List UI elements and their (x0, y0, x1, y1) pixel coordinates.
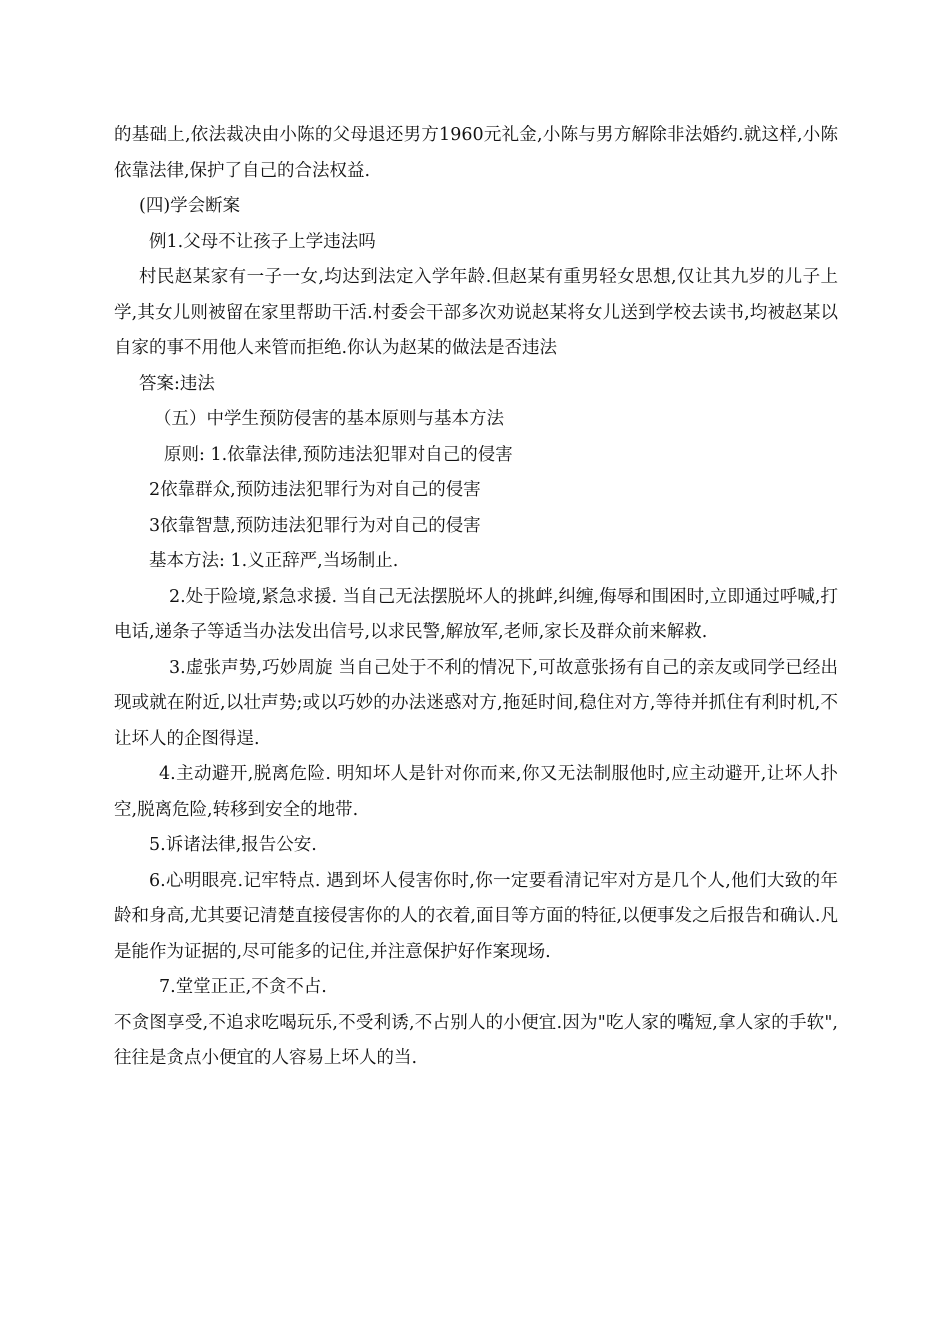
section-heading-4: (四)学会断案 (139, 196, 241, 216)
method-7: 7.堂堂正正,不贪不占. (159, 977, 327, 997)
principle-2: 2依靠群众,预防违法犯罪行为对自己的侵害 (149, 480, 481, 500)
section-heading-5: （五）中学生预防侵害的基本原则与基本方法 (154, 409, 504, 429)
principle-3: 3依靠智慧,预防违法犯罪行为对自己的侵害 (149, 515, 481, 536)
method-7-body: 不贪图享受,不追求吃喝玩乐,不受利诱,不占别人的小便宜.因为"吃人家的嘴短,拿人家的手软",往往是贪点小便宜的人容易上坏人的当. (114, 1012, 838, 1068)
method-1: 基本方法: 1.义正辞严,当场制止. (149, 551, 399, 571)
example-body: 村民赵某家有一子一女,均达到法定入学年龄.但赵某有重男轻女思想,仅让其九岁的儿子上学,其女儿则被留在家里帮助干活.村委会干部多次劝说赵某将女儿送到学校去读书,均被赵某以自家的事不用他人来管而拒绝.你认为赵某的做法是否违法 (114, 267, 838, 358)
method-6: 6.心明眼亮.记牢特点. 遇到坏人侵害你时,你一定要看清记牢对方是几个人,他们大致的年龄和身高,尤其要记清楚直接侵害你的人的衣着,面目等方面的特征,以便事发之后报告和确认.凡是能作为证据的,尽可能多的记住,并注意保护好作案现场. (114, 870, 838, 962)
method-5: 5.诉诸法律,报告公安. (149, 835, 317, 855)
example-heading: 例1.父母不让孩子上学违法吗 (149, 231, 376, 252)
method-4: 4.主动避开,脱离危险. 明知坏人是针对你而来,你又无法制服他时,应主动避开,让坏人扑空,脱离危险,转移到安全的地带. (114, 764, 838, 820)
paragraph-continuation: 的基础上,依法裁决由小陈的父母退还男方1960元礼金,小陈与男方解除非法婚约.就这样,小陈依靠法律,保护了自己的合法权益. (114, 125, 838, 181)
method-3: 3.虚张声势,巧妙周旋 当自己处于不利的情况下,可故意张扬有自己的亲友或同学已经出现或就在附近,以壮声势;或以巧妙的办法迷惑对方,拖延时间,稳住对方,等待并抓住有利时机,不让坏人的企图得逞. (114, 657, 838, 749)
document-body (114, 118, 838, 1077)
principle-1: 原则: 1.依靠法律,预防违法犯罪对自己的侵害 (164, 444, 513, 465)
method-2: 2.处于险境,紧急求援. 当自己无法摆脱坏人的挑衅,纠缠,侮辱和围困时,立即通过呼喊,打电话,递条子等适当办法发出信号,以求民警,解放军,老师,家长及群众前来解救. (114, 586, 838, 642)
answer-line: 答案:违法 (139, 373, 215, 394)
